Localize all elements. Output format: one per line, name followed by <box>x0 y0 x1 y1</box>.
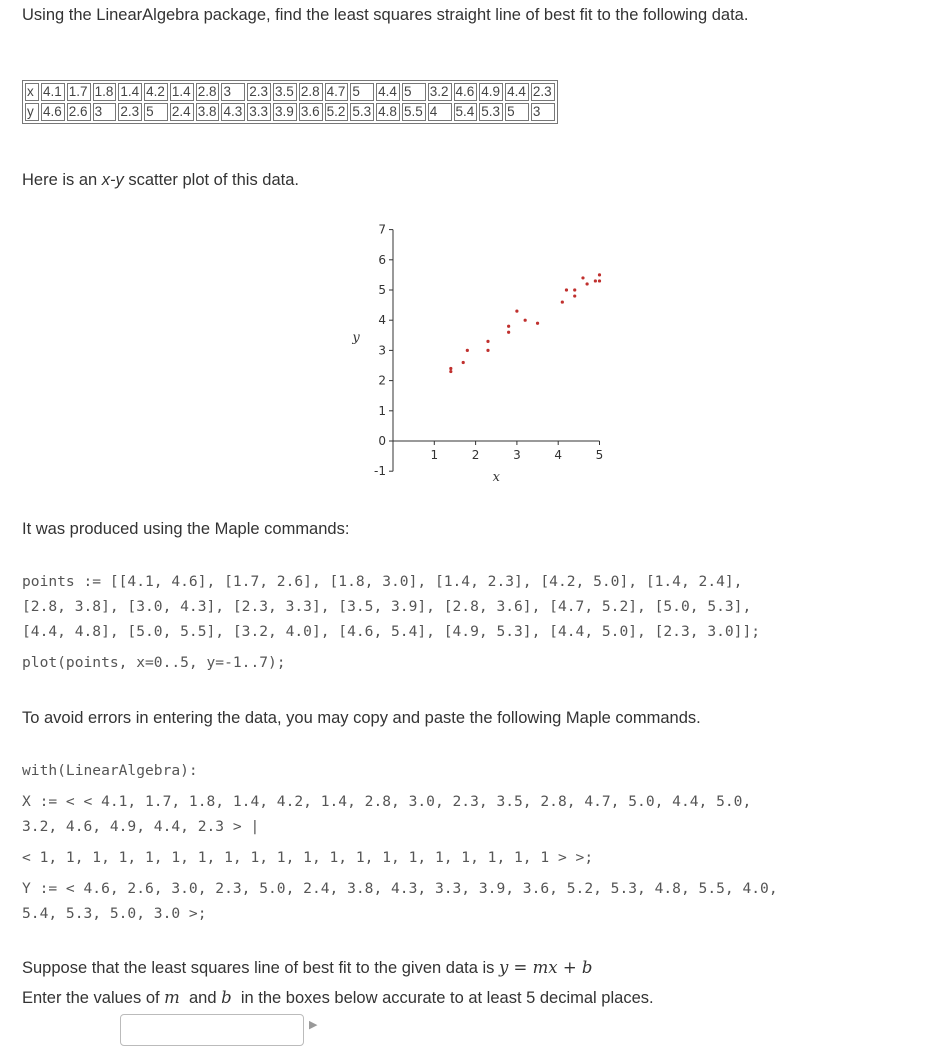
data-point <box>565 288 568 291</box>
data-point <box>462 361 465 364</box>
code-line: Y := < 4.6, 2.6, 3.0, 2.3, 5.0, 2.4, 3.8, 4.3, 3.3, 3.9, 3.6, 5.2, 5.3, 4.8, 5.5, 4.0, <box>22 880 778 897</box>
table-cell-y: 5.3 <box>479 103 503 121</box>
table-cell-y: 3 <box>531 103 555 121</box>
data-point <box>573 288 576 291</box>
code-line: X := < < 4.1, 1.7, 1.8, 1.4, 4.2, 1.4, 2.8, 3.0, 2.3, 3.5, 2.8, 4.7, 5.0, 4.4, 5.0, <box>22 793 752 810</box>
data-point <box>524 319 527 322</box>
y-tick-label: 5 <box>378 283 386 297</box>
data-point <box>507 331 510 334</box>
table-cell-y: 5 <box>144 103 168 121</box>
table-cell-y: 3.3 <box>247 103 271 121</box>
x-tick-label: 2 <box>471 448 480 462</box>
code-line: [4.4, 4.8], [5.0, 5.5], [3.2, 4.0], [4.6, 5.4], [4.9, 5.3], [4.4, 5.0], [2.3, 3.0]]; <box>22 623 761 640</box>
y-tick-label: 2 <box>378 373 386 388</box>
table-cell-y: 2.3 <box>118 103 142 121</box>
y-tick-label: 4 <box>378 313 386 328</box>
x-tick-label: 1 <box>430 448 439 462</box>
table-cell-x: 2.3 <box>247 83 271 101</box>
row-label-y: y <box>25 103 39 121</box>
table-cell-x: 1.8 <box>93 83 117 101</box>
y-tick-label: 6 <box>378 252 386 267</box>
x-axis-label: x <box>492 470 500 485</box>
table-cell-x: 4.2 <box>144 83 168 101</box>
data-point <box>598 273 601 276</box>
table-cell-y: 2.4 <box>170 103 194 121</box>
data-point <box>594 279 597 282</box>
preview-icon[interactable]: ▶ <box>309 1019 318 1031</box>
table-row-y <box>25 103 555 121</box>
table-cell-x: 1.4 <box>118 83 142 101</box>
enter-text-end: in the boxes below accurate to at least 5 decimal places. <box>231 989 654 1007</box>
var-m: m <box>164 988 180 1007</box>
x-tick-label: 3 <box>513 448 521 462</box>
y-tick-label: 7 <box>378 222 386 237</box>
data-point <box>449 370 452 373</box>
code-line: plot(points, x=0..5, y=-1..7); <box>22 654 286 671</box>
table-cell-x: 3.5 <box>273 83 297 101</box>
table-cell-y: 5.2 <box>325 103 349 121</box>
table-cell-y: 5.5 <box>402 103 426 121</box>
data-point <box>586 282 589 285</box>
var-b: b <box>221 988 232 1007</box>
maple-copy-commands <box>22 758 778 926</box>
code-line: with(LinearAlgebra): <box>22 762 198 779</box>
table-cell-x: 3 <box>221 83 245 101</box>
data-point <box>536 322 539 325</box>
table-cell-x: 4.7 <box>325 83 349 101</box>
table-cell-x: 4.1 <box>41 83 65 101</box>
code-line: points := [[4.1, 4.6], [1.7, 2.6], [1.8, 3.0], [1.4, 2.3], [4.2, 5.0], [1.4, 2.4], <box>22 573 743 590</box>
data-point <box>466 349 469 352</box>
table-cell-y: 2.6 <box>67 103 91 121</box>
data-point <box>449 367 452 370</box>
table-cell-x: 2.8 <box>196 83 220 101</box>
table-cell-x: 4.4 <box>505 83 529 101</box>
table-cell-y: 5 <box>505 103 529 121</box>
answer-status-icons <box>309 1018 317 1031</box>
y-tick-label: -1 <box>374 464 386 479</box>
row-label-x: x <box>25 83 39 101</box>
table-cell-x: 4.6 <box>454 83 478 101</box>
table-row-x <box>25 83 555 101</box>
answer-m-input[interactable] <box>120 1014 304 1046</box>
enter-instructions <box>22 988 654 1008</box>
line-equation: y = mx + b <box>498 958 593 977</box>
table-cell-x: 5 <box>402 83 426 101</box>
enter-text-and: and <box>179 989 222 1007</box>
table-cell-y: 4.6 <box>41 103 65 121</box>
code-line: 3.2, 4.6, 4.9, 4.4, 2.3 > | <box>22 818 260 835</box>
data-point <box>507 325 510 328</box>
data-point <box>573 294 576 297</box>
scatter-intro-text-end: scatter plot of this data. <box>123 171 299 189</box>
scatter-intro <box>22 171 299 190</box>
table-cell-y: 5.3 <box>350 103 374 121</box>
data-point <box>581 276 584 279</box>
x-tick-label: 5 <box>595 448 604 462</box>
table-cell-x: 5 <box>350 83 374 101</box>
produced-by-text: It was produced using the Maple commands: <box>22 520 350 538</box>
table-cell-y: 3 <box>93 103 117 121</box>
table-cell-y: 3.6 <box>299 103 323 121</box>
suppose-text <box>22 958 592 978</box>
data-point <box>486 340 489 343</box>
data-point <box>598 279 601 282</box>
scatter-intro-var: x-y <box>101 171 124 189</box>
code-line: 5.4, 5.3, 5.0, 3.0 >; <box>22 905 207 922</box>
scatter-intro-text: Here is an <box>22 171 102 189</box>
table-cell-x: 3.2 <box>428 83 452 101</box>
table-cell-x: 2.3 <box>531 83 555 101</box>
table-cell-x: 1.4 <box>170 83 194 101</box>
y-tick-label: 0 <box>378 434 386 448</box>
copy-note: To avoid errors in entering the data, you may copy and paste the following Maple commands. <box>22 709 701 727</box>
suppose-text-label: Suppose that the least squares line of best fit to the given data is <box>22 959 499 977</box>
y-tick-label: 3 <box>378 343 386 358</box>
table-cell-x: 4.4 <box>376 83 400 101</box>
y-axis-label: y <box>352 330 360 346</box>
table-cell-x: 1.7 <box>67 83 91 101</box>
maple-plot-commands <box>22 569 760 675</box>
question-intro: Using the LinearAlgebra package, find the least squares straight line of best fit to the following data. <box>22 6 749 24</box>
code-line: < 1, 1, 1, 1, 1, 1, 1, 1, 1, 1, 1, 1, 1, 1, 1, 1, 1, 1, 1, 1 > >; <box>22 849 594 866</box>
table-cell-y: 4.8 <box>376 103 400 121</box>
table-cell-y: 4 <box>428 103 452 121</box>
enter-text: Enter the values of <box>22 989 165 1007</box>
data-table <box>22 80 558 124</box>
data-point <box>486 349 489 352</box>
data-point <box>561 300 564 303</box>
table-cell-y: 3.8 <box>196 103 220 121</box>
table-cell-x: 2.8 <box>299 83 323 101</box>
table-cell-y: 3.9 <box>273 103 297 121</box>
x-tick-label: 4 <box>554 448 563 462</box>
y-tick-label: 1 <box>378 403 386 418</box>
code-line: [2.8, 3.8], [3.0, 4.3], [2.3, 3.3], [3.5, 3.9], [2.8, 3.6], [4.7, 5.2], [5.0, 5.3], <box>22 598 752 615</box>
data-point <box>515 310 518 313</box>
table-cell-y: 4.3 <box>221 103 245 121</box>
table-cell-x: 4.9 <box>479 83 503 101</box>
scatter-plot <box>330 218 630 490</box>
table-cell-y: 5.4 <box>454 103 478 121</box>
